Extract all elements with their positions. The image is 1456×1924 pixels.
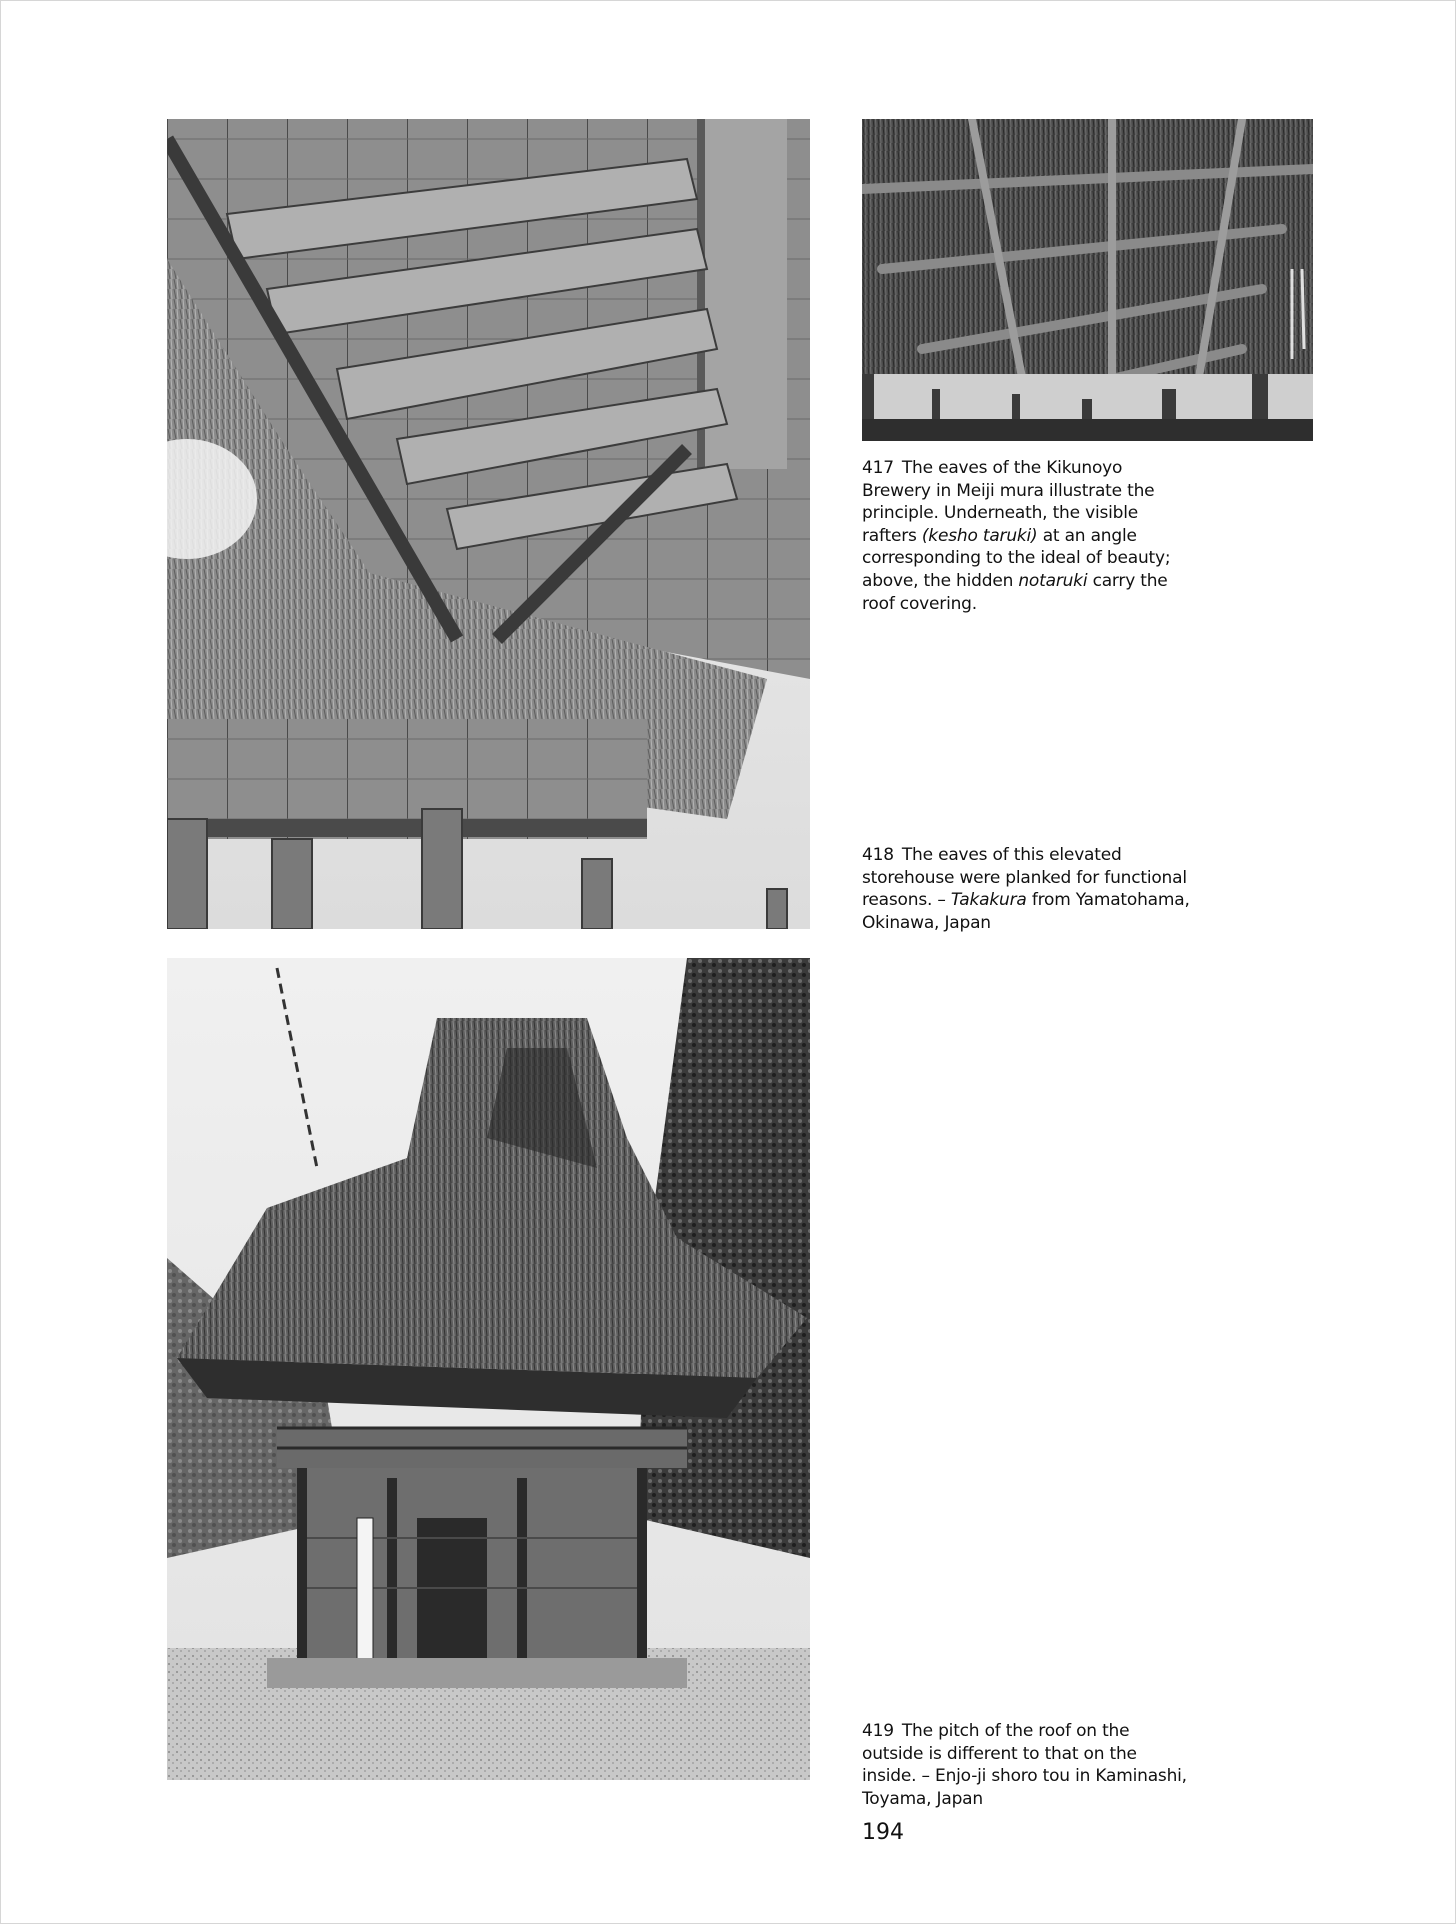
figure-number: 419: [862, 1721, 894, 1741]
caption-419: 419 The pitch of the roof on the outside is different to that on the inside. – Enjo-ji shoro tou in Kaminashi, Toyama, Japan: [862, 1721, 1187, 1809]
page-number: 194: [862, 1820, 904, 1845]
caption-418: 418 The eaves of this elevated storehouse were planked for functional reasons. – Takakura from Yamatohama, Okinawa, Japan: [862, 845, 1190, 933]
photo-418-storehouse-eaves: [167, 119, 810, 929]
photo-419-bell-tower: [167, 958, 810, 1780]
figure-number: 417: [862, 458, 894, 478]
photo-417-brewery-eaves: [862, 119, 1313, 441]
figure-number: 418: [862, 845, 894, 865]
caption-417: 417 The eaves of the Kikunoyo Brewery in Meiji mura illustrate the principle. Underneath, the visible rafters (kesho taruki) at an angle corresponding to the ideal of beauty; above, the hidden notaruki carry the roof covering.: [862, 458, 1171, 614]
